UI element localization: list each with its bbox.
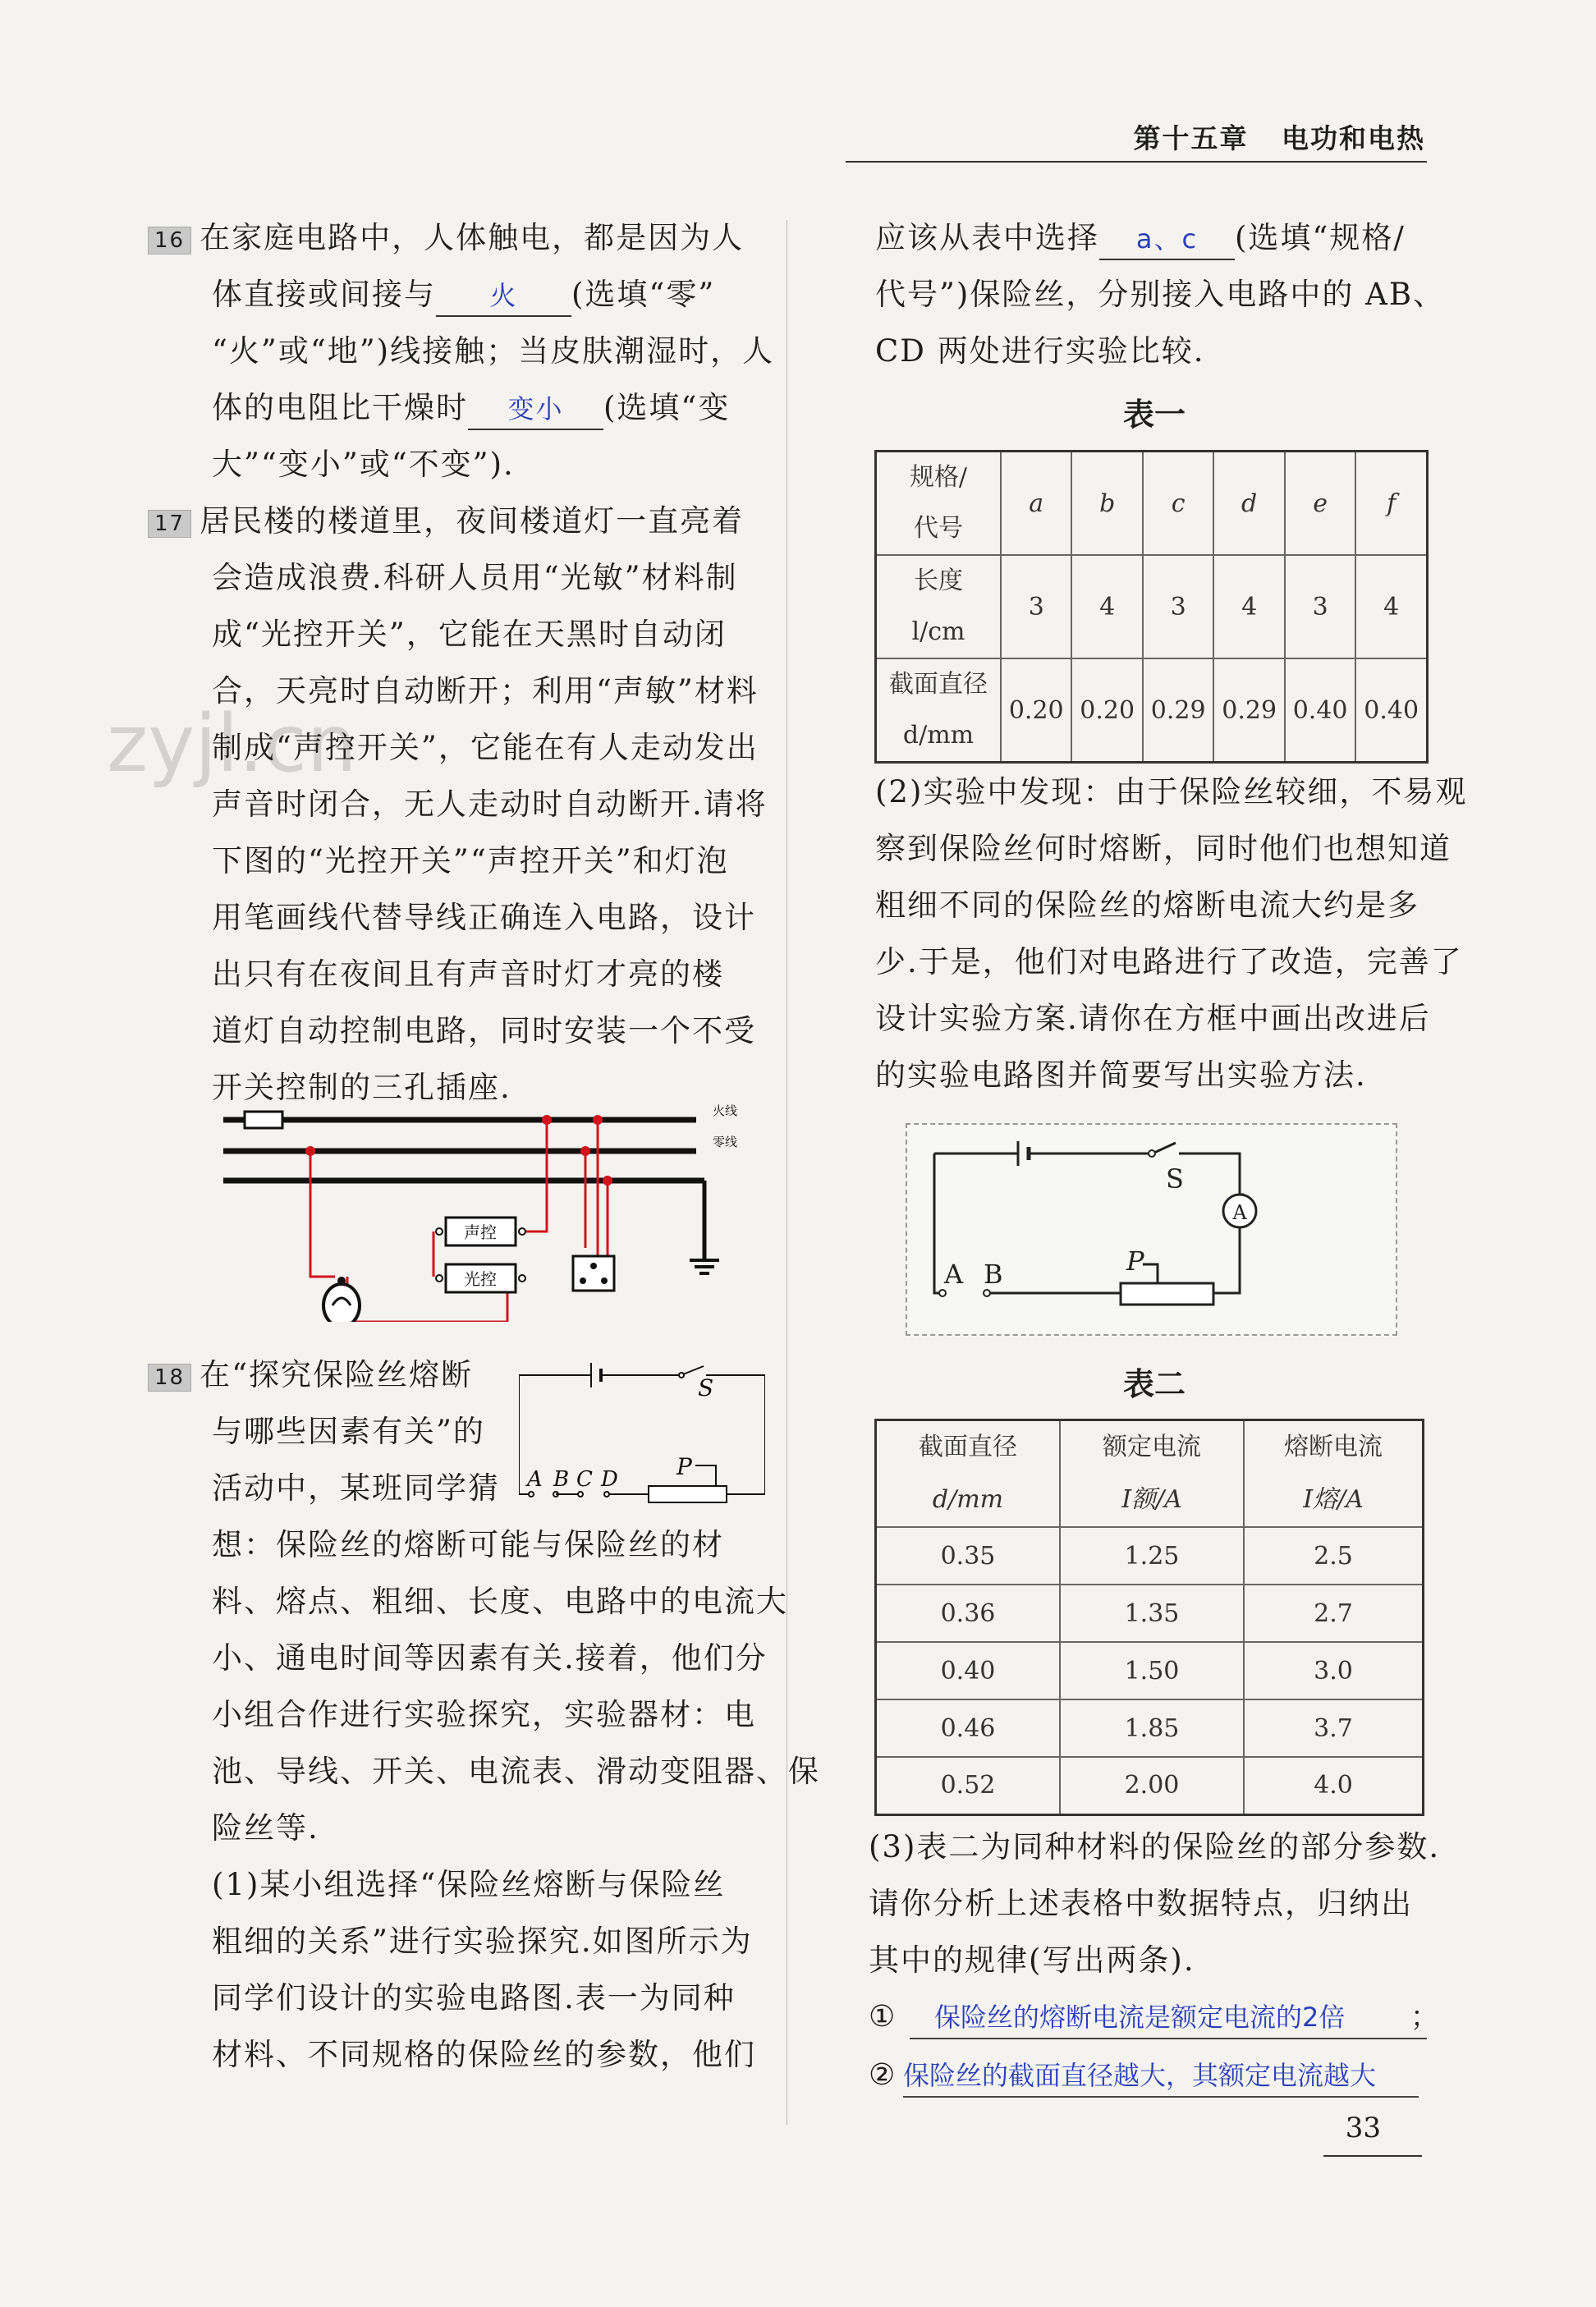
terminal-b — [984, 1290, 990, 1296]
q18-line: 险丝等. — [212, 1810, 319, 1846]
chapter-header — [1134, 117, 1425, 156]
label-p: P — [1126, 1245, 1144, 1277]
q17-line: 道灯自动控制电路，同时安装一个不受 — [212, 1013, 756, 1048]
table2-cell: 1.25 — [1060, 1527, 1244, 1585]
table1-cell: a — [1001, 452, 1071, 556]
page-number: 33 — [1345, 2112, 1381, 2144]
table2-header — [1060, 1420, 1244, 1528]
switch-icon — [683, 1366, 704, 1374]
ammeter-label: A — [1232, 1201, 1247, 1224]
table1 — [874, 450, 1429, 764]
switch-label: S — [1166, 1163, 1184, 1195]
socket-hole — [580, 1277, 586, 1284]
q18-right-line1 — [875, 209, 1445, 266]
table1-cell: e — [1285, 452, 1355, 556]
table2-header — [876, 1420, 1061, 1528]
circuit-wire — [934, 1154, 939, 1293]
table2-cell: 4.0 — [1244, 1757, 1424, 1814]
q18-line: 料、熔点、粗细、长度、电路中的电流大 — [212, 1584, 788, 1619]
table1-row-header — [876, 555, 1002, 658]
table2-cell: 2.5 — [1244, 1527, 1424, 1585]
header-text: 代号 — [914, 514, 963, 543]
header-rule — [846, 161, 1427, 163]
terminal-a — [529, 1492, 534, 1497]
label-c: C — [576, 1467, 593, 1492]
q17-line: 用笔画线代替导线正确连入电路，设计 — [212, 900, 756, 935]
answer-rule1: 保险丝的熔断电流是额定电流的2倍 — [910, 1997, 1427, 2039]
q18-right-line2: 代号”)保险丝，分别接入电路中的 AB、 — [875, 277, 1446, 312]
label-a: A — [944, 1259, 964, 1290]
answer-blank-resistance: 变小 — [468, 389, 603, 430]
q18-part2-line: 的实验电路图并简要写出实验方法. — [875, 1057, 1367, 1093]
watermark: zyjl.cn — [107, 698, 357, 790]
q17-text: 居民楼的楼道里，夜间楼道灯一直亮着 — [200, 503, 745, 539]
q16-line5: 大”“变小”或“不变”). — [212, 447, 515, 482]
q18-part2-line: 察到保险丝何时熔断，同时他们也想知道 — [875, 831, 1452, 866]
fire-wire-label: 火线 — [713, 1103, 737, 1118]
q18-text: 应该从表中选择 — [875, 220, 1099, 255]
table1-cell: 0.29 — [1213, 658, 1284, 763]
experiment-circuit-diagram — [519, 1355, 765, 1519]
rule1-end: ； — [1410, 2001, 1438, 2034]
q18-text: 在“探究保险丝熔断 — [200, 1357, 474, 1392]
q16-line2 — [148, 266, 774, 323]
circuit-wire — [1179, 1154, 1244, 1195]
q17-line: 声音时闭合，无人走动时自动断开.请将 — [212, 787, 768, 822]
red-wire — [526, 1120, 547, 1231]
table1-cell: 4 — [1213, 555, 1284, 658]
circuit-wire — [706, 1375, 765, 1494]
table1-row-code — [876, 452, 1428, 556]
table2-row — [876, 1757, 1424, 1814]
q18-line: 同学们设计的实验电路图.表一为同种 — [212, 1980, 736, 2016]
table1-cell: 0.40 — [1285, 658, 1355, 763]
q18-line: 小组合作进行实验探究，实验器材：电 — [212, 1697, 756, 1732]
table2-caption: 表二 — [1123, 1366, 1186, 1402]
label-a: A — [527, 1467, 543, 1492]
q16-text: 体的电阻比干燥时 — [212, 390, 468, 425]
fuse — [245, 1112, 282, 1128]
question-number: 18 — [148, 1364, 191, 1392]
table2-row — [876, 1642, 1424, 1699]
table1-cell: 0.29 — [1143, 658, 1213, 763]
table2-header — [1244, 1420, 1424, 1528]
header-text: 截面直径 — [889, 670, 988, 699]
table2 — [874, 1419, 1424, 1816]
slider-icon — [695, 1465, 716, 1486]
table2-cell: 0.36 — [876, 1585, 1061, 1642]
q16-line3: “火”或“地”)线接触；当皮肤潮湿时，人 — [212, 333, 775, 369]
table2-cell: 0.46 — [876, 1699, 1061, 1757]
q17-line — [148, 493, 768, 549]
table1-cell: 0.20 — [1071, 658, 1142, 763]
question-18-intro — [148, 1346, 500, 1516]
q18-right-line3: CD 两处进行实验比较. — [875, 333, 1205, 369]
q18-part2-line: 设计实验方案.请你在方框中画出改进后 — [875, 1001, 1431, 1036]
q17-line: 出只有在夜间且有声音时灯才亮的楼 — [212, 956, 724, 992]
question-16 — [148, 209, 774, 493]
switch-icon — [1154, 1143, 1176, 1153]
q18-line: 活动中，某班同学猜 — [212, 1470, 500, 1506]
question-17 — [148, 493, 768, 1116]
header-text: 截面直径 — [919, 1433, 1017, 1461]
table1-cell: d — [1213, 452, 1284, 556]
q18-part3-line: (3)表二为同种材料的保险丝的部分参数. — [869, 1829, 1441, 1864]
q16-line4 — [148, 379, 774, 436]
q18-part2-line: 粗细不同的保险丝的熔断电流大约是多 — [875, 887, 1419, 923]
q18-line: 材料、不同规格的保险丝的参数，他们 — [212, 2037, 756, 2072]
question-18-body — [212, 1516, 820, 2083]
circuit-wire — [1213, 1227, 1240, 1293]
answer-blank-choice: a、c — [1099, 219, 1235, 260]
q17-line: 合，天亮时自动断开；利用“声敏”材料 — [212, 673, 759, 709]
terminal — [519, 1275, 525, 1282]
zero-wire-label: 零线 — [713, 1135, 737, 1149]
rule2-marker: ② — [869, 2058, 896, 2092]
q16-text: (选填“零” — [571, 277, 716, 312]
q17-line: 下图的“光控开关”“声控开关”和灯泡 — [212, 843, 729, 878]
q18-line: (1)某小组选择“保险丝熔断与保险丝 — [212, 1867, 726, 1902]
q18-line — [148, 1346, 500, 1403]
q17-line: 开关控制的三孔插座. — [212, 1070, 511, 1105]
table1-cell: 4 — [1071, 555, 1142, 658]
header-text: d/mm — [902, 721, 975, 750]
chapter-title: 电功和电热 — [1282, 122, 1425, 154]
header-text: 规格/ — [909, 463, 968, 492]
q18-continuation — [875, 209, 1445, 379]
table1-cell: b — [1071, 452, 1142, 556]
socket-icon — [573, 1256, 614, 1291]
table2-cell: 0.52 — [876, 1757, 1061, 1814]
terminal-d — [604, 1492, 609, 1497]
q18-line: 池、导线、开关、电流表、滑动变阻器、保 — [212, 1754, 820, 1789]
terminal — [436, 1275, 443, 1282]
red-wire — [310, 1151, 335, 1277]
q18-line: 想：保险丝的熔断可能与保险丝的材 — [212, 1527, 724, 1562]
q18-line: 小、通电时间等因素有关.接着，他们分 — [212, 1640, 768, 1676]
q16-line1 — [148, 209, 774, 266]
table1-row-diameter — [876, 658, 1428, 763]
q18-line: 与哪些因素有关”的 — [212, 1414, 485, 1449]
q17-line: 成“光控开关”，它能在天黑时自动闭 — [212, 617, 727, 652]
table2-header-row — [876, 1420, 1424, 1528]
terminal — [436, 1228, 443, 1235]
q17-line: 制成“声控开关”，它能在有人走动发出 — [212, 730, 759, 765]
table2-cell: 3.0 — [1244, 1642, 1424, 1699]
q18-part2 — [875, 764, 1467, 1103]
answer-rule2: 保险丝的截面直径越大，其额定电流越大 — [903, 2055, 1419, 2098]
table1-cell: 3 — [1001, 555, 1071, 658]
table1-cell: 0.20 — [1001, 658, 1071, 763]
header-text: l/cm — [911, 617, 965, 646]
table2-row — [876, 1699, 1424, 1757]
rheostat-icon — [649, 1486, 727, 1502]
label-p: P — [676, 1453, 692, 1480]
header-text: I熔/A — [1303, 1485, 1364, 1514]
q17-line: 会造成浪费.科研人员用“光敏”材料制 — [212, 560, 738, 595]
lamp-bulb-icon — [323, 1284, 360, 1322]
header-text: 熔断电流 — [1284, 1433, 1383, 1461]
table1-row-length — [876, 555, 1428, 658]
table2-cell: 1.50 — [1060, 1642, 1244, 1699]
header-text: d/mm — [932, 1485, 1004, 1514]
chapter-label: 第十五章 — [1133, 122, 1249, 154]
q16-text: (选填“变 — [603, 390, 731, 425]
socket-hole — [590, 1263, 597, 1269]
improved-circuit-diagram — [911, 1129, 1387, 1326]
table1-cell: 3 — [1143, 555, 1213, 658]
label-d: D — [601, 1467, 618, 1492]
table2-cell: 2.00 — [1060, 1757, 1244, 1814]
wiring-diagram — [212, 1100, 737, 1322]
terminal — [519, 1228, 525, 1235]
switch-label: S — [698, 1374, 714, 1401]
q18-part2-line: 少.于是，他们对电路进行了改造，完善了 — [875, 944, 1463, 979]
label-b: B — [553, 1467, 570, 1492]
table2-row — [876, 1585, 1424, 1642]
q18-part2-line: (2)实验中发现：由于保险丝较细，不易观 — [875, 774, 1468, 810]
header-text: I额/A — [1121, 1485, 1182, 1514]
table2-cell: 0.40 — [876, 1642, 1061, 1699]
table1-cell: 0.40 — [1355, 658, 1427, 763]
q18-part3 — [869, 1819, 1440, 1988]
q16-text: 在家庭电路中，人体触电，都是因为人 — [200, 220, 745, 255]
q18-part3-line: 请你分析上述表格中数据特点，归纳出 — [869, 1886, 1413, 1921]
table1-caption: 表一 — [1123, 397, 1186, 433]
table2-cell: 1.85 — [1060, 1699, 1244, 1757]
question-number: 17 — [148, 510, 191, 538]
header-text: 额定电流 — [1103, 1433, 1201, 1461]
rheostat-icon — [1121, 1283, 1213, 1305]
table1-cell: f — [1355, 452, 1427, 556]
sound-switch-label: 声控 — [464, 1222, 497, 1242]
table1-cell: c — [1143, 452, 1213, 556]
table2-cell: 2.7 — [1244, 1585, 1424, 1642]
page-number-rule — [1323, 2155, 1422, 2157]
slider-icon — [1143, 1264, 1158, 1283]
table2-cell: 0.35 — [876, 1527, 1061, 1585]
table1-cell: 4 — [1355, 555, 1427, 658]
table2-row — [876, 1527, 1424, 1585]
socket-hole — [601, 1277, 608, 1284]
q16-text: 体直接或间接与 — [212, 277, 436, 312]
light-switch-label: 光控 — [464, 1269, 497, 1289]
table1-row-header — [876, 658, 1002, 763]
table1-cell: 3 — [1285, 555, 1355, 658]
table2-cell: 1.35 — [1060, 1585, 1244, 1642]
question-number: 16 — [148, 227, 191, 255]
q18-text: (选填“规格/ — [1235, 220, 1406, 255]
switch-terminal — [1149, 1150, 1155, 1157]
terminal-a — [939, 1290, 946, 1296]
table2-cell: 3.7 — [1244, 1699, 1424, 1757]
header-text: 长度 — [914, 566, 963, 595]
table1-row-header — [876, 452, 1002, 556]
label-b: B — [984, 1259, 1003, 1290]
q18-line: 粗细的关系”进行实验探究.如图所示为 — [212, 1924, 753, 1959]
red-wire — [585, 1120, 598, 1264]
terminal-c — [578, 1492, 583, 1497]
answer-blank-wire: 火 — [436, 276, 571, 317]
q18-part3-line: 其中的规律(写出两条). — [869, 1942, 1195, 1978]
rule1-marker: ① — [869, 2000, 896, 2034]
